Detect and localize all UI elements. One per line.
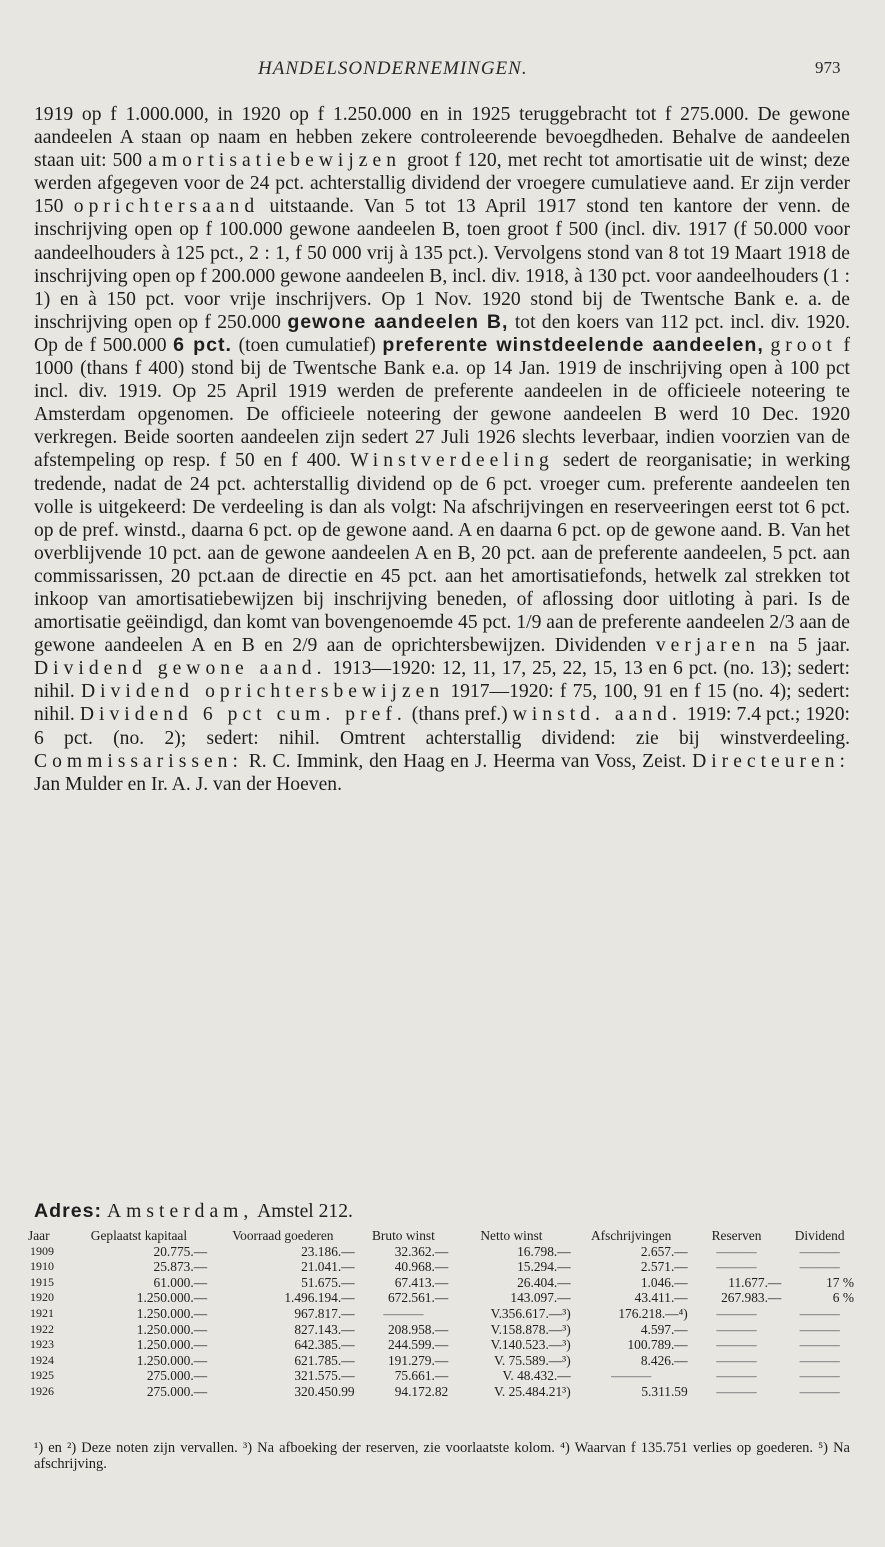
- table-cell: 1924: [30, 1352, 54, 1367]
- table-cell: 1926: [30, 1383, 54, 1398]
- spaced-term: Dividend 6 pct cum. pref.: [79, 704, 407, 726]
- table-cell: ———: [716, 1352, 757, 1368]
- table-cell: V.140.523.—³): [490, 1337, 571, 1353]
- table-cell: 275.000.—: [146, 1368, 208, 1384]
- table-cell: ———: [716, 1321, 757, 1337]
- table-cell: 26.404.—: [517, 1274, 571, 1290]
- spaced-term: oprichtersaand: [73, 196, 260, 218]
- table-cell: 25.873.—: [153, 1259, 208, 1275]
- body-paragraph: 1919 op f 1.000.000, in 1920 op f 1.250.000 en in 1925 teruggebracht tot f 275.000. De gewone aandeelen A staan op naam en hebben zekere controleerende bevoegdheden. Behalve de aandeelen staan uit: 500 amortisatiebewijzen groot f 120, met recht tot amortisatie uit de winst; deze werden afgegeven voor de 24 pct. achterstallig dividend der vroegere cumulatieve aand. Er zijn verder 150 oprichtersaand uitstaande. Van 5 tot 13 April 1917 stond ten kantore der venn. de inschrijving open op f 100.000 gewone aandeelen B, toen groot f 500 (incl. div. 1917 (f 50.000 voor aandeelhouders à 125 pct., 2 : 1, f 50 000 vrij à 135 pct.). Vervolgens stond van 8 tot 19 Maart 1918 de inschrijving open op f 200.000 gewone aandeelen B, incl. div. 1918, à 130 pct. voor aandeelhouders (1 : 1) en à 150 pct. voor vrije inschrijvers. Op 1 Nov. 1920 stond bij de Twentsche Bank e. a. de inschrijving open op f 250.000 gewone aandeelen B, tot den koers van 112 pct. incl. div. 1920. Op de f 500.000 6 pct. (toen cumulatief) preferente winstdeelende aandeelen, groot f 1000 (thans f 400) stond bij de Twentsche Bank e.a. op 14 Jan. 1919 de inschrijving open à 100 pct incl. div. 1919. Op 25 April 1919 werden de preferente aandeelen in de officieele noteering te Amsterdam opgenomen. De officieele noteering der gewone aandeelen B werd 10 Dec. 1920 verkregen. Beide soorten aandeelen zijn sedert 27 Juli 1926 slechts leverbaar, indien voorzien van de afstempeling op resp. f 50 en f 400. Winstverdeeling sedert de reorganisatie; in werking tredende, nadat de 24 pct. achterstallig dividend op de 6 pct. vroeger cum. preferente aandeelen ten volle is uitgekeerd: De verdeeling is dan als volgt: Na afschrijvingen en reserveeringen eerst tot 6 pct. op de pref. winstd., daarna 6 pct. op de gewone aand. A en daarna 6 pct. op de gewone aand. B. Van het overblijvende 10 pct. aan de gewone aandeelen A en B, 20 pct. aan de preferente aandeelen, 5 pct. aan commissarissen, 20 pct.aan de directie en 45 pct. aan het amortisatiefonds, hetwelk zal strekken tot inkoop van amortisatiebewijzen bij inschrijving beneden, of aflossing door uitloting à pari. Is de amortisatie geëindigd, dan komt van bovengenoemde 45 pct. 1/9 aan de preferente aandeelen 2/3 aan de gewone aandeelen A en B en 2/9 aan de oprichtersbewijzen. Dividenden verjaren na 5 jaar. Dividend gewone aand. 1913—1920: 12, 11, 17, 25, 22, 15, 13 en 6 pct. (no. 13); sedert: nihil. Dividend oprichtersbewijzen 1917—1920: f 75, 100, 91 en f 15 (no. 4); sedert: nihil. Dividend 6 pct cum. pref. (thans pref.) winstd. aand. 1919: 7.4 pct.; 1920: 6 pct. (no. 2); sedert: nihil. Omtrent achterstallig dividend: zie bij winstverdeeling. Commissarissen: R. C. Immink, den Haag en J. Heerma van Voss, Zeist. Directeuren: Jan Mulder en Ir. A. J. van der Hoeven.: [34, 104, 851, 795]
- table-cell: V.158.878.—³): [490, 1321, 571, 1337]
- table-cell: 275.000.—: [146, 1383, 208, 1399]
- table-cell: 5.311.59: [641, 1383, 688, 1399]
- spaced-term: Dividend gewone aand.: [34, 658, 327, 680]
- table-cell: 43.411.—: [634, 1290, 688, 1306]
- spaced-term: amortisatiebewijzen: [148, 150, 401, 172]
- table-cell: 1.250.000.—: [136, 1290, 208, 1306]
- table-cell: 1925: [30, 1368, 54, 1383]
- address-line: [34, 1200, 353, 1223]
- table-cell: V.356.617.—³): [490, 1305, 571, 1321]
- financial-table: [28, 1228, 856, 1400]
- table-cell: 15.294.—: [517, 1259, 571, 1275]
- table-cell: 176.218.—⁴): [618, 1305, 688, 1321]
- table-cell: ———: [716, 1337, 757, 1353]
- table-cell: V. 48.432.—: [502, 1368, 571, 1384]
- table-cell: ———: [716, 1305, 757, 1321]
- table-cell: ———: [611, 1368, 652, 1384]
- page-number: 973: [815, 58, 841, 77]
- table-cell: 6 %: [832, 1290, 854, 1306]
- bold-term: gewone aandeelen B,: [287, 310, 509, 333]
- table-cell: 67.413.—: [394, 1274, 449, 1290]
- table-row: [28, 1275, 856, 1291]
- table-cell: 16.798.—: [517, 1243, 571, 1259]
- spaced-term: Commissarissen:: [34, 750, 243, 772]
- table-body: [28, 1244, 856, 1400]
- table-cell: 191.279.—: [387, 1352, 449, 1368]
- col-header: Afschrijvingen: [591, 1228, 672, 1243]
- table-cell: 20.775.—: [153, 1243, 208, 1259]
- table-cell: 2.657.—: [640, 1243, 688, 1259]
- company-description: [34, 103, 850, 796]
- table-cell: 1.496.194.—: [284, 1290, 355, 1306]
- spaced-term: Directeuren:: [692, 750, 850, 772]
- address-city: Amsterdam,: [106, 1201, 254, 1222]
- page-header: [0, 58, 885, 88]
- table-cell: 320.450.99: [294, 1383, 355, 1399]
- col-header: Netto winst: [480, 1228, 543, 1243]
- table-cell: 1909: [30, 1243, 54, 1258]
- running-title: HANDELSONDERNEMINGEN.: [258, 58, 528, 79]
- col-header: Reserven: [711, 1228, 762, 1243]
- table-row: [28, 1384, 856, 1400]
- col-header: Dividend: [794, 1228, 845, 1243]
- table-row: [28, 1353, 856, 1369]
- table-cell: 208.958.—: [387, 1321, 449, 1337]
- table-cell: 75.661.—: [394, 1368, 449, 1384]
- table-cell: 1921: [30, 1305, 54, 1320]
- table-cell: 321.575.—: [294, 1368, 355, 1384]
- spaced-term: groot: [770, 334, 837, 356]
- table-cell: ———: [799, 1383, 840, 1399]
- table-row: [28, 1337, 856, 1353]
- table-cell: 94.172.82: [394, 1383, 449, 1399]
- table-cell: 967.817.—: [294, 1305, 355, 1321]
- table-cell: 1910: [30, 1259, 54, 1274]
- table-row: [28, 1244, 856, 1260]
- table-cell: 1.046.—: [640, 1274, 688, 1290]
- table-cell: 267.983.—: [721, 1290, 782, 1306]
- spaced-term: Dividend oprichtersbewijzen: [81, 681, 445, 703]
- table-cell: ———: [799, 1368, 840, 1384]
- table-row: [28, 1259, 856, 1275]
- table-cell: 2.571.—: [640, 1259, 688, 1275]
- table-cell: 1915: [30, 1274, 54, 1289]
- table-cell: 1923: [30, 1337, 54, 1352]
- table-cell: 642.385.—: [294, 1337, 355, 1353]
- table-cell: 100.789.—: [627, 1337, 688, 1353]
- table-cell: 17 %: [826, 1274, 854, 1290]
- table-cell: 1920: [30, 1290, 54, 1305]
- col-header: Jaar: [28, 1228, 50, 1243]
- table-cell: 11.677.—: [728, 1274, 782, 1290]
- table-header-row: [28, 1228, 856, 1244]
- table-cell: 1922: [30, 1321, 54, 1336]
- table-row: [28, 1290, 856, 1306]
- table-cell: ———: [799, 1337, 840, 1353]
- table-cell: 40.968.—: [394, 1259, 449, 1275]
- col-header: Geplaatst kapitaal: [90, 1228, 188, 1243]
- table-cell: 32.362.—: [394, 1243, 449, 1259]
- table-cell: ———: [716, 1368, 757, 1384]
- table-cell: ———: [799, 1243, 840, 1259]
- table-cell: ———: [799, 1352, 840, 1368]
- spaced-term: verjaren: [655, 635, 761, 657]
- col-header: Bruto winst: [372, 1228, 435, 1243]
- bold-term: preferente winstdeelende aandeelen,: [382, 333, 764, 356]
- table-cell: 244.599.—: [387, 1337, 449, 1353]
- table-cell: 1.250.000.—: [136, 1321, 208, 1337]
- table-cell: 621.785.—: [294, 1352, 355, 1368]
- table-cell: 8.426.—: [640, 1352, 688, 1368]
- table-cell: ———: [716, 1259, 757, 1275]
- table-cell: ———: [799, 1321, 840, 1337]
- table-cell: 51.675.—: [301, 1274, 355, 1290]
- table-cell: ———: [799, 1259, 840, 1275]
- table-cell: 23.186.—: [301, 1243, 355, 1259]
- table-cell: 827.143.—: [294, 1321, 355, 1337]
- table-cell: 4.597.—: [640, 1321, 688, 1337]
- table-cell: 21.041.—: [301, 1259, 355, 1275]
- address-street: Amstel 212.: [257, 1201, 353, 1222]
- bold-term: 6 pct.: [173, 333, 232, 356]
- spaced-term: winstd. aand.: [512, 704, 682, 726]
- table-cell: V. 25.484.21³): [493, 1383, 571, 1399]
- table-row: [28, 1368, 856, 1384]
- table-cell: 61.000.—: [153, 1274, 208, 1290]
- table-cell: ———: [716, 1243, 757, 1259]
- table-cell: 1.250.000.—: [136, 1352, 208, 1368]
- table-row: [28, 1306, 856, 1322]
- footnotes: ¹) en ²) Deze noten zijn vervallen. ³) Na afboeking der reserven, zie voorlaatste kolom. ⁴) Waarvan f 135.751 verlies op goederen. ⁵) Na afschrijving.: [34, 1440, 850, 1472]
- table-row: [28, 1322, 856, 1338]
- table-cell: ———: [799, 1305, 840, 1321]
- table-cell: ———: [383, 1305, 424, 1321]
- table-cell: 143.097.—: [510, 1290, 571, 1306]
- address-label: Adres:: [34, 1200, 103, 1222]
- table-cell: V. 75.589.—³): [493, 1352, 571, 1368]
- table-cell: 1.250.000.—: [136, 1305, 208, 1321]
- table-cell: ———: [716, 1383, 757, 1399]
- col-header: Voorraad goederen: [232, 1228, 334, 1243]
- table-cell: 1.250.000.—: [136, 1337, 208, 1353]
- spaced-term: Winstverdeeling: [350, 450, 554, 472]
- table-cell: 672.561.—: [387, 1290, 449, 1306]
